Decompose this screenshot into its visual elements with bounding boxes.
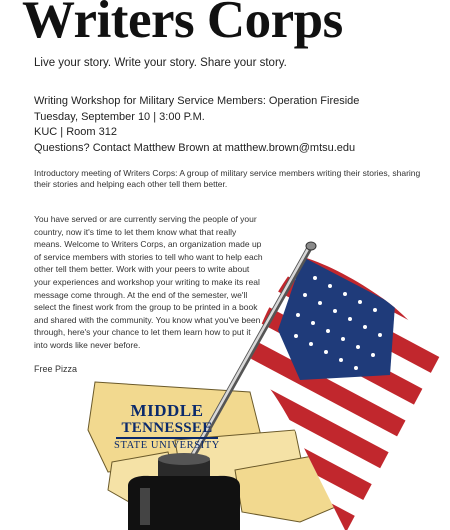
logo-line-middle: MIDDLE bbox=[130, 401, 204, 420]
logo-divider bbox=[116, 437, 218, 439]
event-name: Writing Workshop for Military Service Members: Operation Fireside bbox=[34, 95, 360, 107]
body-paragraph: You have served or are currently serving the people of your country, now it's time to let them know what that really means. Welcome to Writers Corps, an organization made up of service members with stories to tell who want to help each other tell them better. Work with your peers to write about your experiences and workshop your writing to make its real message come through. At the end of the semester, we'll select the finest work from the group to be printed in a book and shared with the community. You know what you've been through, here's your chance to let them learn how to put it into words like never before. bbox=[34, 214, 263, 350]
logo-line-tennessee: TENNESSEE bbox=[121, 420, 213, 436]
event-datetime: Tuesday, September 10 | 3:00 P.M. bbox=[34, 110, 205, 123]
intro-paragraph: Introductory meeting of Writers Corps: A group of military service members writing their stories, sharing their stories and helping each other tell them better. bbox=[34, 168, 421, 190]
event-contact: Questions? Contact Matthew Brown at matthew.brown@mtsu.edu bbox=[34, 141, 356, 154]
tagline: Live your story. Write your story. Share your story. bbox=[34, 57, 287, 69]
poster-title: Writers Corps bbox=[22, 0, 343, 49]
free-pizza-note: Free Pizza bbox=[34, 364, 78, 374]
logo-line-state-university: STATE UNIVERSITY bbox=[114, 440, 220, 451]
event-location: KUC | Room 312 bbox=[34, 126, 117, 139]
